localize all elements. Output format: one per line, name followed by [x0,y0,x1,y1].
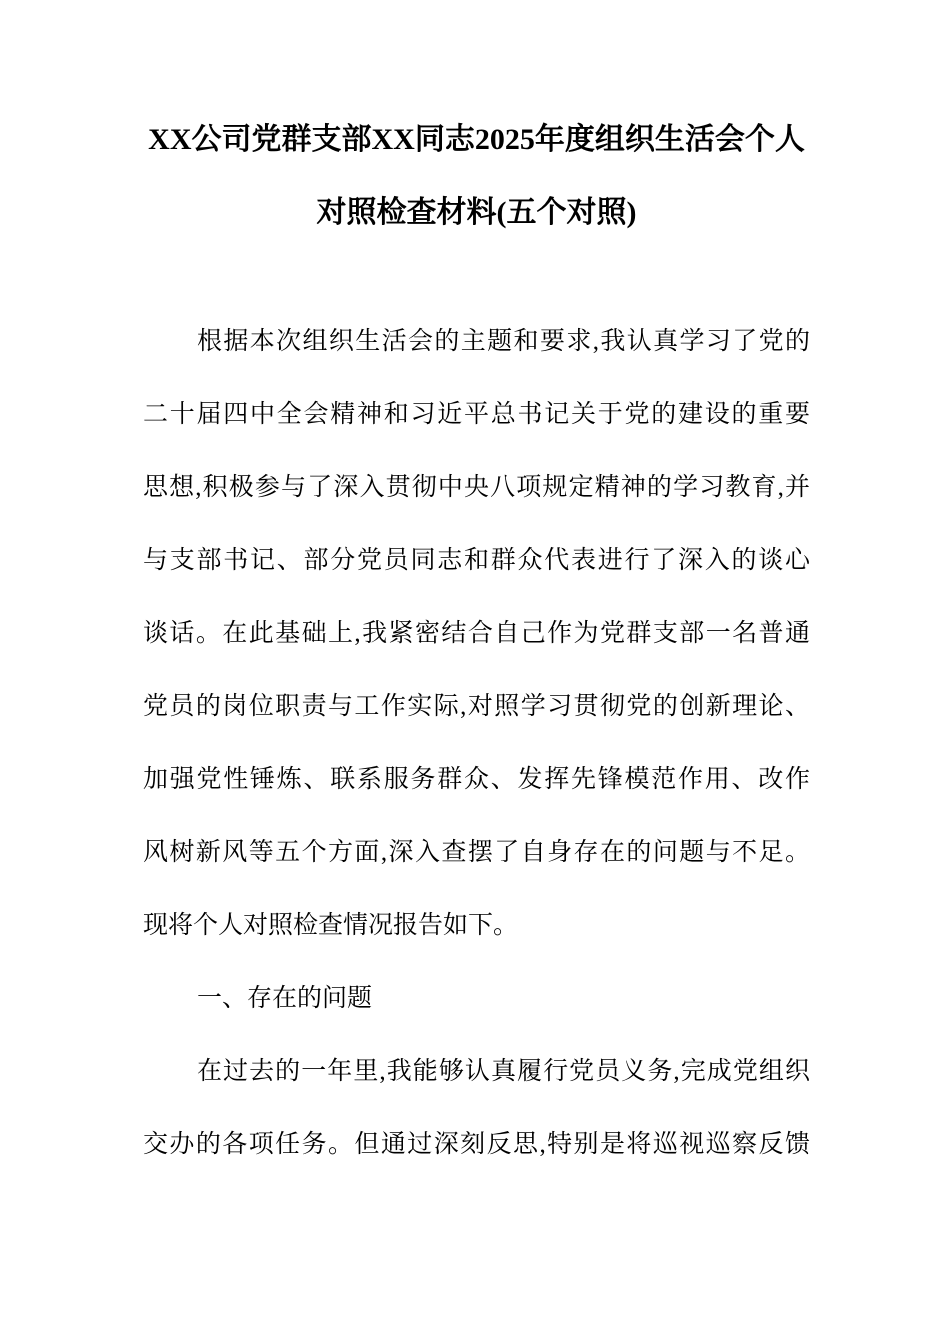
paragraph-line: 谈话。在此基础上,我紧密结合自己作为党群支部一名普通 [143,620,810,647]
paragraph-line: 根据本次组织生活会的主题和要求,我认真学习了党的 [197,328,810,355]
paragraph-line: 加强党性锤炼、联系服务群众、发挥先锋模范作用、改作 [143,766,810,793]
title-line-2: 对照检查材料(五个对照) [316,196,637,229]
paragraph-line: 在过去的一年里,我能够认真履行党员义务,完成党组织 [197,1058,810,1085]
title-line-1: XX公司党群支部XX同志2025年度组织生活会个人 [148,123,805,156]
paragraph-line: 二十届四中全会精神和习近平总书记关于党的建设的重要 [143,401,810,428]
document-title [143,103,810,249]
paragraph-2 [143,1035,810,1181]
document-content [0,103,950,1181]
section-heading: 一、存在的问题 [197,985,373,1012]
paragraph-line: 思想,积极参与了深入贯彻中央八项规定精神的学习教育,并 [143,474,810,501]
paragraph-line: 党员的岗位职责与工作实际,对照学习贯彻党的创新理论、 [143,693,810,720]
paragraph-line: 交办的各项任务。但通过深刻反思,特别是将巡视巡察反馈 [143,1131,810,1158]
paragraph-1 [143,305,810,962]
paragraph-line: 风树新风等五个方面,深入查摆了自身存在的问题与不足。 [143,839,810,866]
paragraph-line: 与支部书记、部分党员同志和群众代表进行了深入的谈心 [143,547,810,574]
paragraph-line: 现将个人对照检查情况报告如下。 [143,912,519,939]
document-body [143,305,810,1181]
